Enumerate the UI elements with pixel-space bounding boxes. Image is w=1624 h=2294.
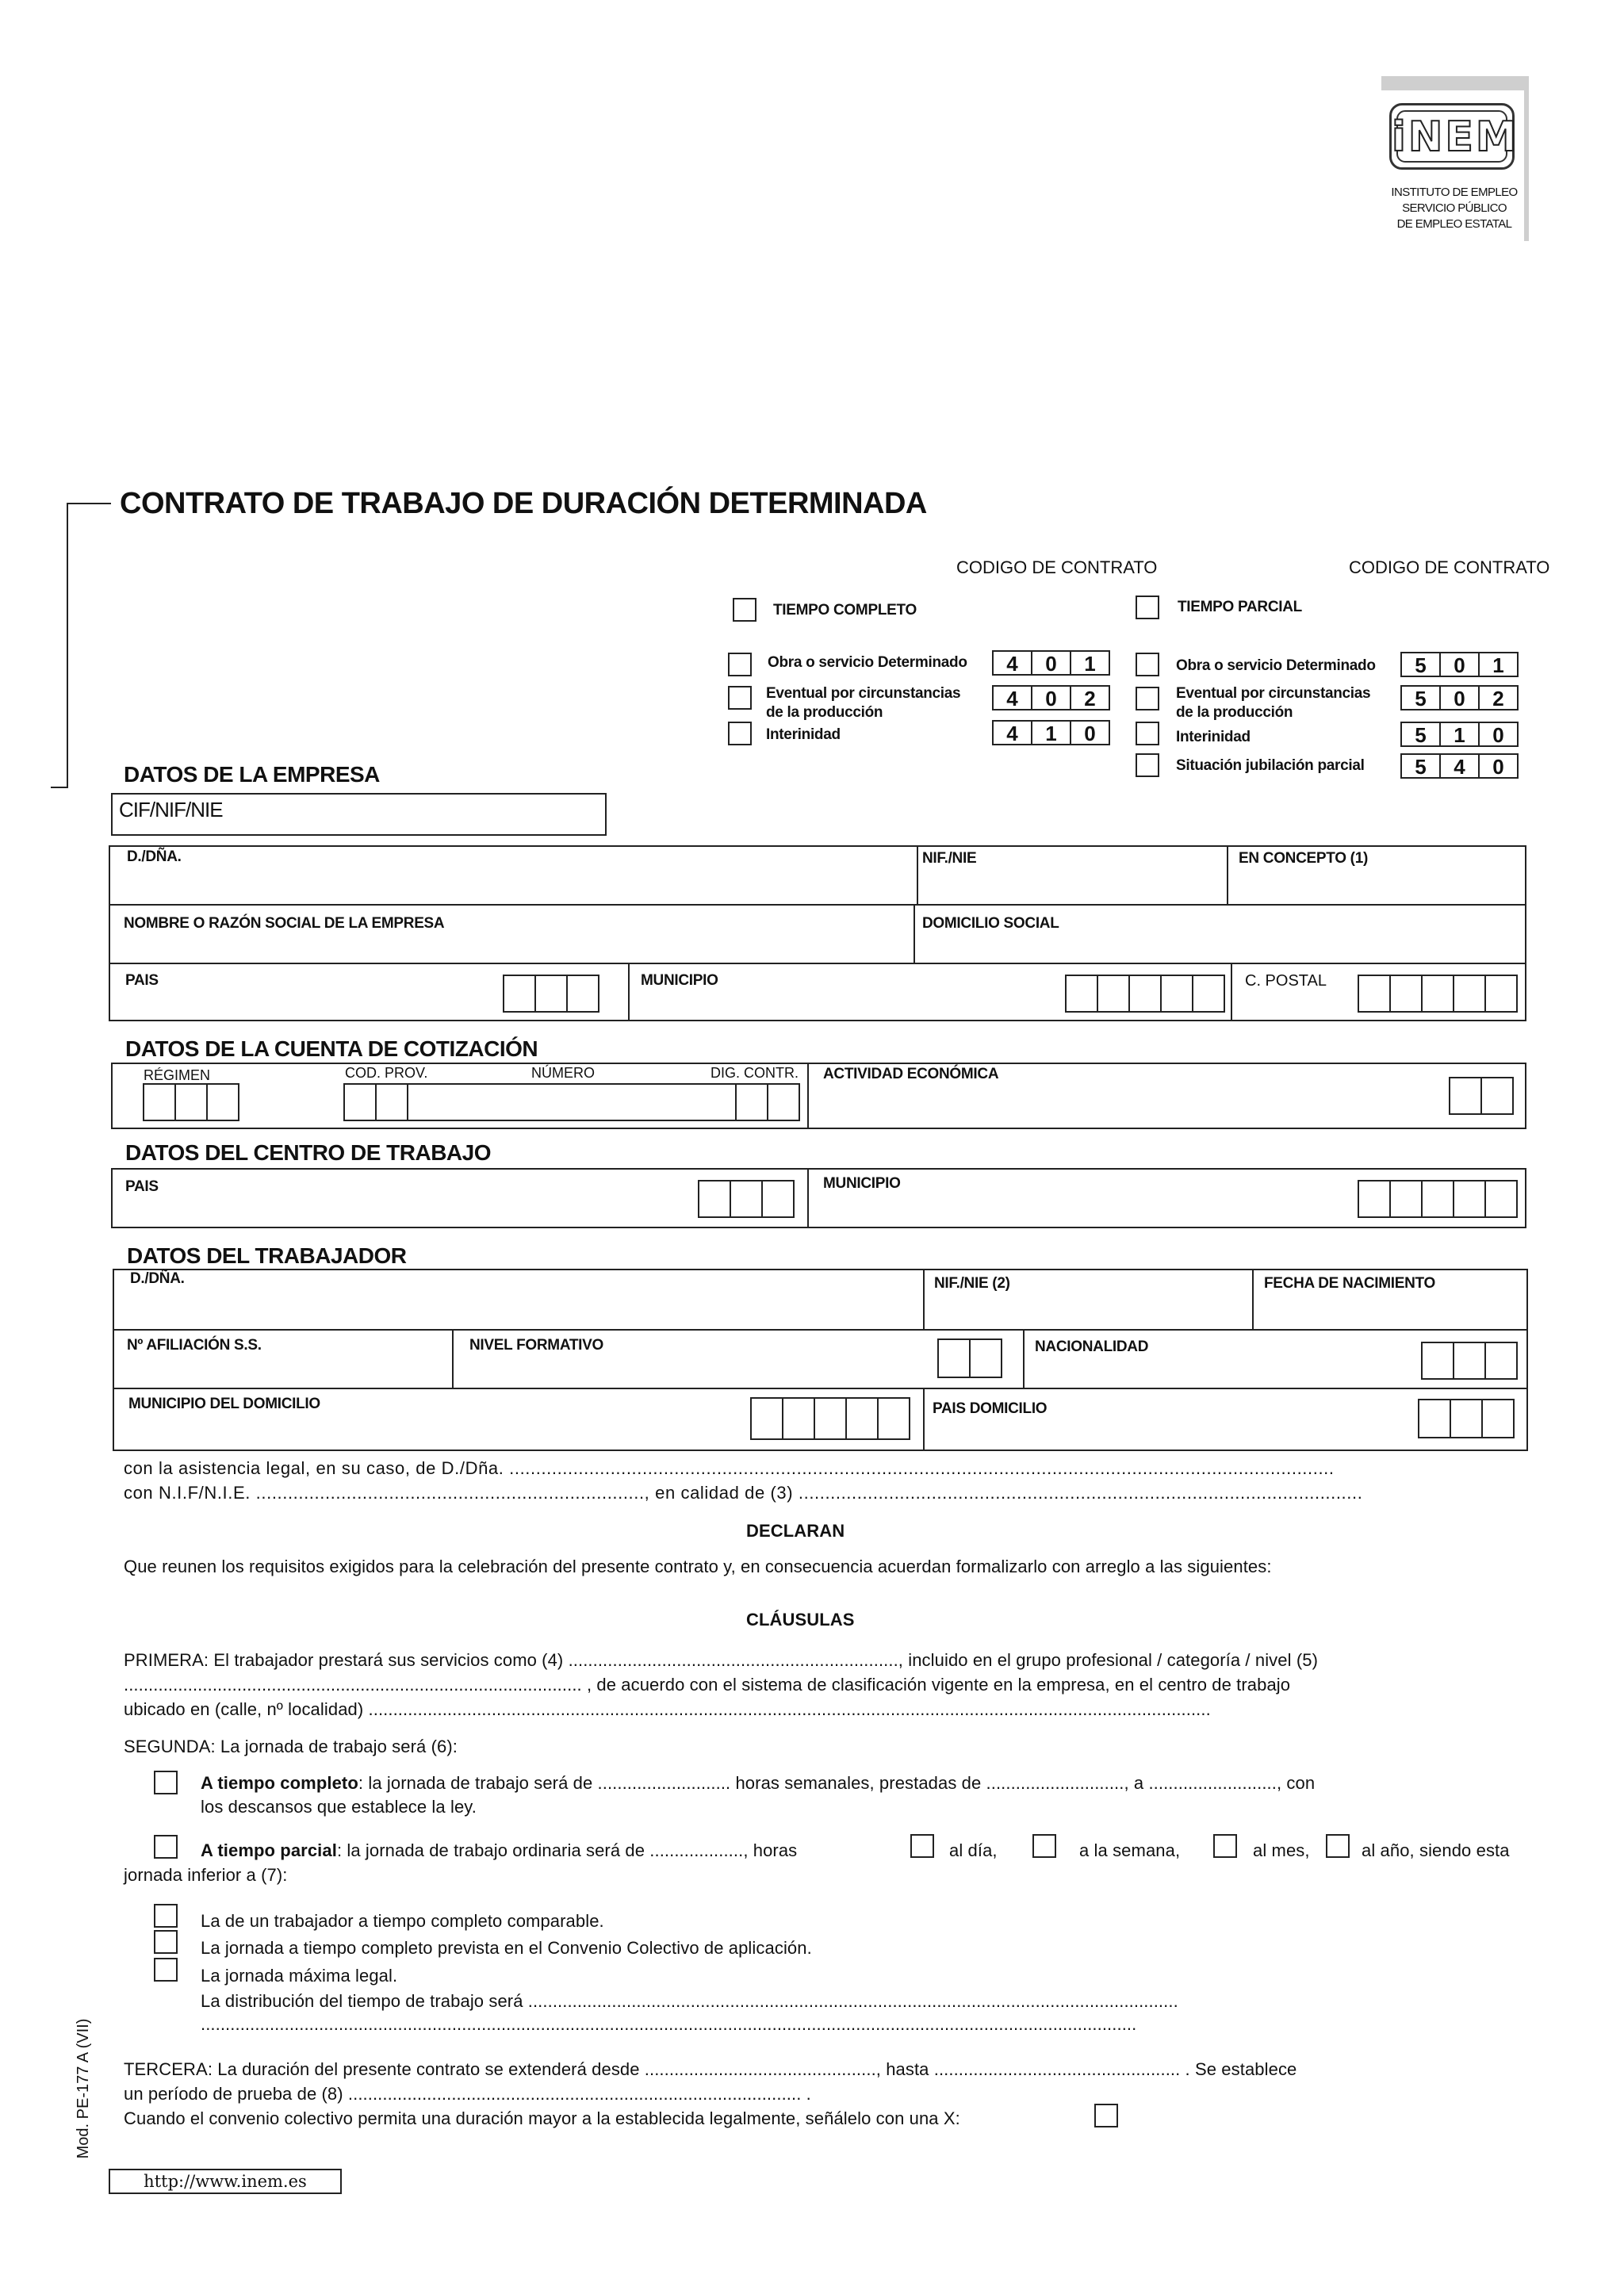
code-501-checkbox[interactable] xyxy=(1136,653,1159,676)
code-410: 4 1 0 xyxy=(992,720,1110,745)
centro-pais-label: PAIS xyxy=(125,1178,159,1195)
code-402: 4 0 2 xyxy=(992,685,1110,710)
trabajador-nivel-label: NIVEL FORMATIVO xyxy=(469,1337,603,1354)
cif-field[interactable] xyxy=(111,793,607,836)
code-540-checkbox[interactable] xyxy=(1136,753,1159,777)
empresa-col-div-a xyxy=(917,845,918,906)
code-510: 5 1 0 xyxy=(1400,722,1519,747)
opt-maxima-checkbox[interactable] xyxy=(154,1958,178,1982)
centro-municipio-cells[interactable] xyxy=(1358,1180,1518,1218)
al-ano-checkbox[interactable] xyxy=(1326,1834,1350,1858)
empresa-col-div-c xyxy=(914,904,915,964)
opt-convenio-checkbox[interactable] xyxy=(154,1930,178,1954)
trabajador-col-div-b xyxy=(1252,1269,1254,1331)
parcial-bold: A tiempo parcial xyxy=(201,1840,337,1860)
logo-side-bar xyxy=(1524,90,1529,241)
tiempo-parcial-label: TIEMPO PARCIAL xyxy=(1178,599,1302,615)
pais-domicilio-cells[interactable] xyxy=(1418,1399,1515,1438)
url-box[interactable] xyxy=(109,2169,342,2194)
section-empresa: DATOS DE LA EMPRESA xyxy=(124,762,380,787)
declaran-heading: DECLARAN xyxy=(746,1521,845,1541)
segunda-line: SEGUNDA: La jornada de trabajo será (6): xyxy=(124,1737,458,1756)
tercera-line-2: un período de prueba de (8) ............................................................................................ . xyxy=(124,2084,811,2104)
code-540: 5 4 0 xyxy=(1400,753,1519,779)
code-510-checkbox[interactable] xyxy=(1136,722,1159,745)
numero-label: NÚMERO xyxy=(531,1065,595,1081)
empresa-nif-label: NIF./NIE xyxy=(922,850,977,867)
empresa-cpostal-cells[interactable] xyxy=(1358,975,1518,1013)
code-502: 5 0 2 xyxy=(1400,685,1519,710)
code-402-checkbox[interactable] xyxy=(728,686,752,710)
ccc-number-cells[interactable] xyxy=(343,1083,800,1121)
al-ano-label: al año, siendo esta xyxy=(1362,1840,1510,1860)
clausulas-heading: CLÁUSULAS xyxy=(746,1610,855,1630)
empresa-col-div-e xyxy=(1231,963,1232,1021)
code-501-label: Obra o servicio Determinado xyxy=(1176,657,1376,674)
cotizacion-col-div xyxy=(807,1063,809,1129)
cif-label: CIF/NIF/NIE xyxy=(119,798,223,821)
distribucion-dots: .............................................................................................................................................................................................. xyxy=(201,2014,1137,2034)
al-dia-checkbox[interactable] xyxy=(910,1834,934,1858)
codigo-header-right: CODIGO DE CONTRATO xyxy=(1349,557,1550,577)
tiempo-parcial-option-checkbox[interactable] xyxy=(154,1835,178,1859)
code-540-label: Situación jubilación parcial xyxy=(1176,757,1365,774)
tiempo-completo-label: TIEMPO COMPLETO xyxy=(773,602,917,618)
distribucion-line: La distribución del tiempo de trabajo será .................................................................................................................................... xyxy=(201,1991,1178,2011)
section-trabajador: DATOS DEL TRABAJADOR xyxy=(127,1243,407,1268)
url-text[interactable]: http://www.inem.es xyxy=(144,2172,307,2191)
codigo-header-left: CODIGO DE CONTRATO xyxy=(956,557,1158,577)
tercera-line-3: Cuando el convenio colectivo permita una duración mayor a la establecida legalmente, señálelo con una X: xyxy=(124,2108,960,2128)
section-cotizacion: DATOS DE LA CUENTA DE COTIZACIÓN xyxy=(125,1036,538,1061)
trabajador-col-div-c xyxy=(452,1329,454,1389)
logo-badge xyxy=(1389,103,1519,170)
logo-top-bar xyxy=(1381,76,1529,90)
reunen-line: Que reunen los requisitos exigidos para la celebración del presente contrato y, en consecuencia acuerdan formalizarlo con arreglo a las siguientes: xyxy=(124,1557,1272,1576)
parcial-line xyxy=(201,1840,797,1861)
bracket-top xyxy=(67,503,111,504)
form-model-code: Mod. PE-177 A (VII) xyxy=(75,2018,92,2159)
opt-comparable-checkbox[interactable] xyxy=(154,1904,178,1928)
trabajador-afiliacion-label: Nº AFILIACIÓN S.S. xyxy=(127,1337,262,1354)
primera-line-2: ............................................................................................. , de acuerdo con el sistema de clasificación vigente en la empresa, en el centro de trabajo xyxy=(124,1675,1291,1695)
tiempo-completo-checkbox[interactable] xyxy=(733,598,756,622)
page-title: CONTRATO DE TRABAJO DE DURACIÓN DETERMINADA xyxy=(120,487,927,520)
logo-brand: iNEM xyxy=(1392,113,1519,161)
tiempo-parcial-checkbox[interactable] xyxy=(1136,596,1159,619)
regimen-cells[interactable] xyxy=(143,1083,239,1121)
trabajador-fecha-label: FECHA DE NACIMIENTO xyxy=(1264,1275,1435,1292)
centro-pais-cells[interactable] xyxy=(698,1180,795,1218)
empresa-concepto-label: EN CONCEPTO (1) xyxy=(1239,850,1369,867)
opt-maxima-label: La jornada máxima legal. xyxy=(201,1966,398,1986)
actividad-cells[interactable] xyxy=(1449,1077,1514,1115)
code-410-label: Interinidad xyxy=(766,726,841,743)
empresa-row-div-1 xyxy=(109,904,1526,906)
digcontr-label: DIG. CONTR. xyxy=(710,1065,799,1081)
empresa-pais-label: PAIS xyxy=(125,972,159,989)
empresa-col-div-d xyxy=(628,963,630,1021)
trabajador-col-div-a xyxy=(923,1269,925,1331)
primera-line-3: ubicado en (calle, nº localidad) ........................................................................................................................................................................... xyxy=(124,1699,1211,1719)
completo-line-2: los descansos que establece la ley. xyxy=(201,1797,477,1817)
code-402-label2: de la producción xyxy=(766,704,883,721)
empresa-col-div-b xyxy=(1227,845,1228,906)
al-mes-checkbox[interactable] xyxy=(1213,1834,1237,1858)
empresa-municipio-cells[interactable] xyxy=(1065,975,1225,1013)
trabajador-col-div-d xyxy=(1023,1329,1025,1389)
trabajador-nif-label: NIF./NIE (2) xyxy=(934,1275,1010,1292)
empresa-table xyxy=(109,845,1526,1021)
code-502-label2: de la producción xyxy=(1176,704,1293,721)
primera-line-1: PRIMERA: El trabajador prestará sus servicios como (4) ..................................................................., incluido en el grupo profesional / categoría / nivel (5) xyxy=(124,1650,1319,1670)
al-dia-label: al día, xyxy=(949,1840,998,1860)
trabajador-row-div-1 xyxy=(113,1329,1528,1331)
centro-table xyxy=(111,1168,1526,1228)
domicilio-municipio-cells[interactable] xyxy=(750,1397,910,1440)
logo-text-3: DE EMPLEO ESTATAL xyxy=(1396,217,1512,231)
opt-convenio-label: La jornada a tiempo completo prevista en el Convenio Colectivo de aplicación. xyxy=(201,1938,812,1958)
code-401: 4 0 1 xyxy=(992,650,1110,676)
parcial-text: : la jornada de trabajo ordinaria será de ..................., horas xyxy=(336,1840,798,1860)
code-510-label: Interinidad xyxy=(1176,729,1251,745)
centro-col-div xyxy=(807,1168,809,1228)
codprov-label: COD. PROV. xyxy=(345,1065,428,1081)
trabajador-dona-label: D./DÑA. xyxy=(130,1270,185,1287)
regimen-label: RÉGIMEN xyxy=(144,1067,211,1083)
logo-text-1: INSTITUTO DE EMPLEO xyxy=(1391,186,1518,199)
tiempo-completo-option-checkbox[interactable] xyxy=(154,1771,178,1794)
code-401-checkbox[interactable] xyxy=(728,653,752,676)
empresa-dona-label: D./DÑA. xyxy=(127,848,182,865)
a-semana-checkbox[interactable] xyxy=(1032,1834,1056,1858)
completo-line xyxy=(201,1773,1315,1794)
empresa-row-div-2 xyxy=(109,963,1526,964)
code-401-label: Obra o servicio Determinado xyxy=(768,654,967,671)
empresa-municipio-label: MUNICIPIO xyxy=(641,972,718,989)
opt-comparable-label: La de un trabajador a tiempo completo comparable. xyxy=(201,1911,604,1931)
al-mes-label: al mes, xyxy=(1253,1840,1310,1860)
bracket-vertical xyxy=(67,503,68,788)
trabajador-nacionalidad-label: NACIONALIDAD xyxy=(1035,1338,1149,1355)
trabajador-col-div-e xyxy=(923,1388,925,1451)
completo-text: : la jornada de trabajo será de ........................... horas semanales, prestadas de ............................, a .........................., con xyxy=(358,1773,1316,1793)
logo-text-2: SERVICIO PÚBLICO xyxy=(1402,201,1507,215)
asistencia-line: con la asistencia legal, en su caso, de D./Dña. ........................................................................................................................................................... xyxy=(124,1458,1335,1478)
convenio-mayor-checkbox[interactable] xyxy=(1094,2104,1118,2127)
trabajador-municipio-label: MUNICIPIO DEL DOMICILIO xyxy=(128,1396,320,1412)
a-semana-label: a la semana, xyxy=(1079,1840,1181,1860)
code-502-checkbox[interactable] xyxy=(1136,687,1159,710)
code-410-checkbox[interactable] xyxy=(728,722,752,745)
bracket-bottom xyxy=(51,787,68,788)
logo-block xyxy=(1381,76,1529,241)
code-502-label: Eventual por circunstancias xyxy=(1176,685,1371,702)
tercera-line-1: TERCERA: La duración del presente contrato se extenderá desde ..............................................., hasta .................................................. . Se establece xyxy=(124,2059,1297,2079)
empresa-domicilio-label: DOMICILIO SOCIAL xyxy=(922,915,1059,932)
actividad-label: ACTIVIDAD ECONÓMICA xyxy=(823,1066,999,1082)
jornada-inferior-line: jornada inferior a (7): xyxy=(124,1865,288,1885)
trabajador-row-div-2 xyxy=(113,1388,1528,1389)
nivel-formativo-cells[interactable] xyxy=(937,1338,1002,1378)
cotizacion-table xyxy=(111,1063,1526,1129)
empresa-cpostal-label: C. POSTAL xyxy=(1245,972,1327,990)
trabajador-pais-label: PAIS DOMICILIO xyxy=(933,1400,1048,1417)
empresa-pais-cells[interactable] xyxy=(503,975,599,1013)
completo-bold: A tiempo completo xyxy=(201,1773,358,1793)
nacionalidad-cells[interactable] xyxy=(1421,1342,1518,1380)
nie-line: con N.I.F/N.I.E. ........................................................................., en calidad de (3) .......................................................................................................... xyxy=(124,1483,1363,1503)
code-501: 5 0 1 xyxy=(1400,652,1519,677)
code-402-label: Eventual por circunstancias xyxy=(766,685,961,702)
empresa-razon-label: NOMBRE O RAZÓN SOCIAL DE LA EMPRESA xyxy=(124,915,445,932)
section-centro: DATOS DEL CENTRO DE TRABAJO xyxy=(125,1140,491,1165)
centro-municipio-label: MUNICIPIO xyxy=(823,1175,901,1192)
